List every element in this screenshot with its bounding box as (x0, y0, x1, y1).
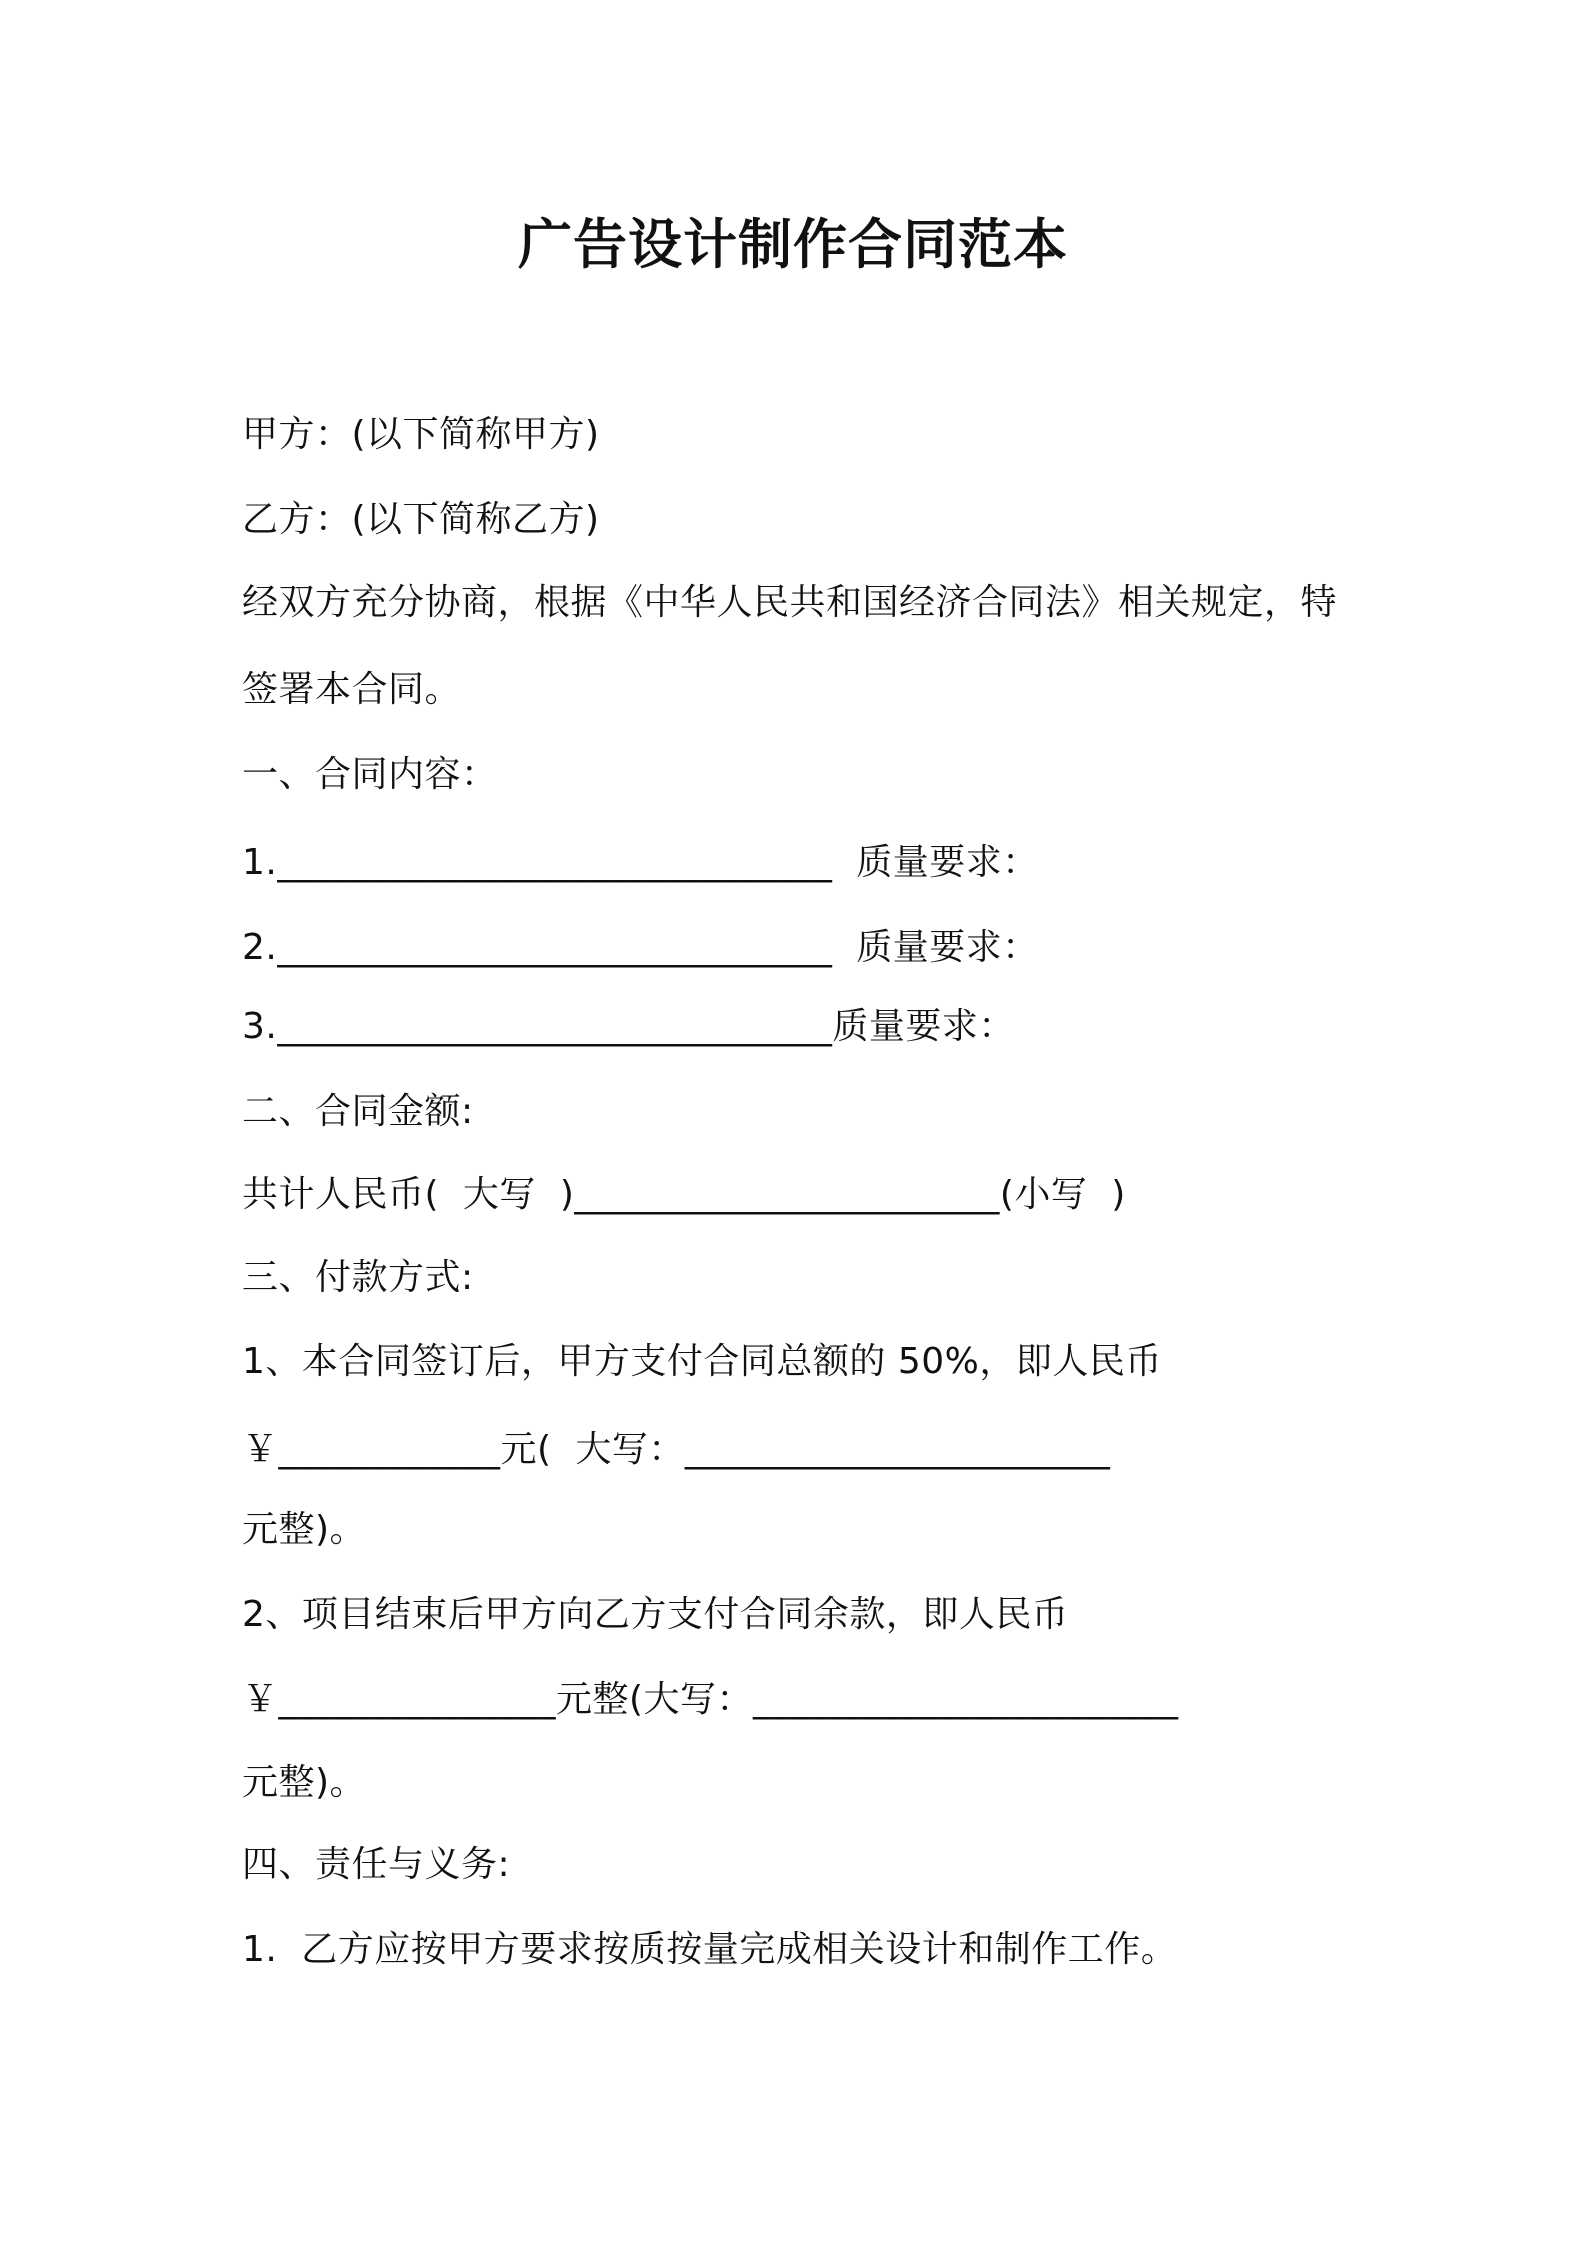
amount-line: 共计人民币( 大写 )_______________________(小写 ) (242, 1174, 1126, 1215)
payment-2-line-2: ￥_______________元整(大写：_______________________ (242, 1679, 1179, 1720)
preamble-line-2: 签署本合同。 (242, 669, 462, 710)
payment-1-line-1: 1、本合同签订后，甲方支付合同总额的 50%，即人民币 (242, 1341, 1162, 1382)
payment-1-line-3: 元整)。 (242, 1509, 367, 1550)
section-4-heading: 四、责任与义务: (242, 1844, 511, 1885)
party-b-line: 乙方：(以下简称乙方) (242, 499, 600, 540)
section-3-heading: 三、付款方式: (242, 1257, 474, 1298)
preamble-line-1: 经双方充分协商，根据《中华人民共和国经济合同法》相关规定，特 (242, 582, 1338, 623)
duty-item-1: 1. 乙方应按甲方要求按质按量完成相关设计和制作工作。 (242, 1929, 1178, 1970)
payment-2-line-1: 2、项目结束后甲方向乙方支付合同余款，即人民币 (242, 1594, 1069, 1635)
payment-1-line-2: ￥____________元( 大写：_______________________ (242, 1429, 1111, 1470)
payment-2-line-3: 元整)。 (242, 1762, 367, 1803)
content-item-3: 3.______________________________质量要求： (242, 1006, 1015, 1047)
document-title: 广告设计制作合同范本 (518, 213, 1068, 276)
content-item-1: 1.______________________________ 质量要求： (242, 842, 1039, 883)
content-item-2: 2.______________________________ 质量要求： (242, 927, 1039, 968)
section-2-heading: 二、合同金额: (242, 1091, 474, 1132)
section-1-heading: 一、合同内容： (242, 754, 498, 795)
party-a-line: 甲方：(以下简称甲方) (242, 414, 600, 455)
